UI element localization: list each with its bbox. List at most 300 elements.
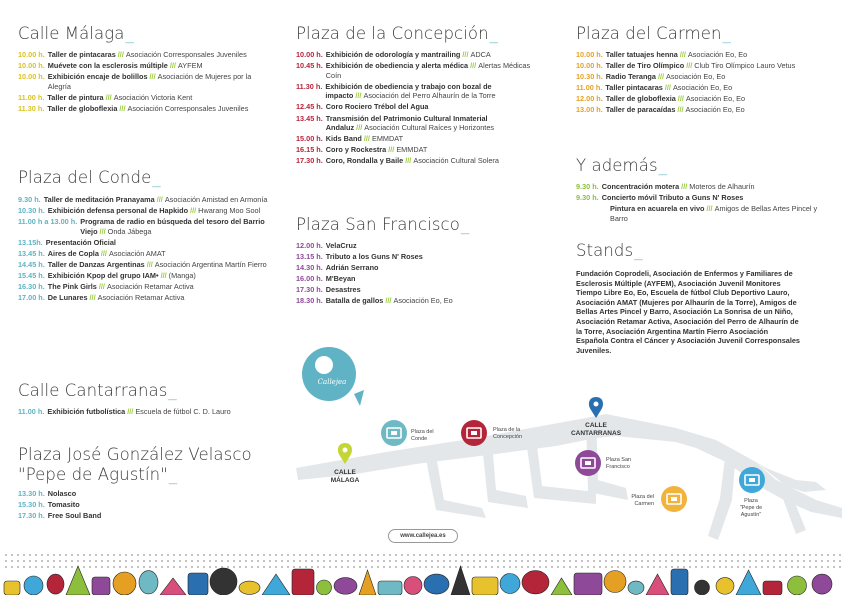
pattern-dot bbox=[317, 566, 319, 568]
event-time: 11.00 h. bbox=[18, 92, 45, 102]
pattern-dot bbox=[659, 560, 661, 562]
pattern-dot bbox=[89, 566, 91, 568]
pattern-dot bbox=[251, 566, 253, 568]
title-underscore: _ bbox=[489, 24, 499, 43]
event-row bbox=[18, 407, 270, 417]
pattern-dot bbox=[11, 554, 13, 556]
pattern-dot bbox=[395, 560, 397, 562]
decorative-object bbox=[4, 581, 20, 595]
pattern-dot bbox=[527, 566, 529, 568]
event-organizer: Asociación del Perro Alhaurín de la Torre bbox=[363, 91, 496, 101]
event-row bbox=[18, 195, 270, 205]
event-row bbox=[576, 105, 826, 115]
pattern-dot bbox=[623, 566, 625, 568]
marker-label: Agustín" bbox=[740, 512, 762, 518]
pattern-dot bbox=[653, 554, 655, 556]
event-time: 12.00 h. bbox=[576, 94, 603, 104]
pattern-dot bbox=[251, 554, 253, 556]
pattern-dot bbox=[593, 554, 595, 556]
pattern-dot bbox=[833, 554, 835, 556]
pattern-dot bbox=[71, 566, 73, 568]
decorative-object bbox=[239, 581, 260, 594]
pattern-dot bbox=[191, 560, 193, 562]
pattern-dot bbox=[731, 560, 733, 562]
pattern-dot bbox=[521, 554, 523, 556]
event-body bbox=[602, 182, 826, 192]
event-time: 15.00 h. bbox=[296, 134, 323, 144]
event-row bbox=[296, 145, 546, 155]
pattern-dot bbox=[89, 560, 91, 562]
event-time: 13.45 h. bbox=[296, 113, 323, 123]
pattern-dot bbox=[479, 566, 481, 568]
pattern-dot bbox=[353, 554, 355, 556]
event-body bbox=[48, 271, 270, 281]
separator: /// bbox=[89, 293, 96, 303]
pattern-dot bbox=[35, 560, 37, 562]
event-name: M'Beyan bbox=[325, 274, 356, 284]
pattern-dot bbox=[251, 560, 253, 562]
event-body bbox=[326, 156, 546, 166]
title-text: Plaza José González Velasco bbox=[18, 445, 252, 464]
pattern-dot bbox=[695, 566, 697, 568]
event-organizer: Asociación de Mujeres por la Alegría bbox=[47, 72, 252, 91]
pattern-dot bbox=[413, 554, 415, 556]
pattern-dot bbox=[323, 560, 325, 562]
pattern-dot bbox=[407, 554, 409, 556]
pattern-dot bbox=[365, 566, 367, 568]
event-body bbox=[48, 61, 270, 71]
section-title bbox=[18, 381, 270, 401]
pattern-dot bbox=[473, 566, 475, 568]
pattern-dot bbox=[293, 560, 295, 562]
pattern-dot bbox=[779, 560, 781, 562]
pattern-dot bbox=[167, 560, 169, 562]
event-row bbox=[18, 271, 270, 281]
section-plaza-san-francisco bbox=[296, 215, 546, 308]
event-body bbox=[605, 83, 826, 93]
decorative-object bbox=[139, 571, 158, 594]
event-name: Tributo a los Guns N' Roses bbox=[325, 252, 423, 262]
pattern-dot bbox=[533, 554, 535, 556]
decorative-object bbox=[736, 570, 761, 595]
pattern-dot bbox=[17, 566, 19, 568]
event-time: 13.00 h. bbox=[576, 105, 603, 115]
website-link[interactable]: www.callejea.es bbox=[388, 529, 458, 543]
pattern-dot bbox=[299, 554, 301, 556]
event-row bbox=[296, 134, 546, 144]
decorative-object bbox=[292, 569, 314, 595]
pattern-dot bbox=[77, 560, 79, 562]
pattern-dot bbox=[215, 554, 217, 556]
pattern-dot bbox=[827, 554, 829, 556]
pattern-dot bbox=[59, 560, 61, 562]
marker-label: Carmen bbox=[634, 501, 654, 507]
event-organizer: Moteros de Alhaurín bbox=[689, 182, 755, 191]
pattern-dot bbox=[719, 566, 721, 568]
pattern-dot bbox=[65, 554, 67, 556]
pattern-dot bbox=[797, 566, 799, 568]
pattern-dot bbox=[557, 566, 559, 568]
pattern-dot bbox=[557, 560, 559, 562]
pattern-dot bbox=[809, 560, 811, 562]
pattern-dot bbox=[95, 566, 97, 568]
pattern-dot bbox=[533, 566, 535, 568]
pattern-dot bbox=[119, 566, 121, 568]
pattern-dot bbox=[509, 560, 511, 562]
event-body bbox=[47, 104, 270, 114]
pattern-dot bbox=[695, 560, 697, 562]
separator: /// bbox=[388, 145, 395, 155]
event-name: Free Soul Band bbox=[47, 511, 102, 521]
pattern-dot bbox=[179, 560, 181, 562]
separator: /// bbox=[99, 226, 106, 236]
event-row bbox=[576, 193, 826, 203]
marker-label: "Pepe de bbox=[739, 505, 763, 511]
decorative-object bbox=[628, 581, 644, 594]
pattern-dot bbox=[461, 566, 463, 568]
event-organizer: EMMDAT bbox=[396, 145, 428, 155]
pattern-dot bbox=[737, 554, 739, 556]
pattern-dot bbox=[185, 560, 187, 562]
pattern-dot bbox=[371, 560, 373, 562]
pattern-dot bbox=[719, 554, 721, 556]
pattern-dot bbox=[155, 554, 157, 556]
pattern-dot bbox=[119, 560, 121, 562]
pattern-dot bbox=[209, 554, 211, 556]
event-name: Taller tatuajes henna bbox=[605, 50, 678, 59]
pattern-dot bbox=[641, 566, 643, 568]
pattern-dot bbox=[743, 566, 745, 568]
pattern-dot bbox=[407, 566, 409, 568]
separator: /// bbox=[190, 206, 197, 216]
event-organizer: AYFEM bbox=[177, 61, 203, 71]
event-time: 11.30 h. bbox=[18, 103, 45, 113]
pattern-dot bbox=[29, 554, 31, 556]
marker-carmen[interactable] bbox=[631, 486, 687, 512]
separator: /// bbox=[385, 296, 392, 306]
event-body bbox=[47, 93, 270, 103]
pattern-dot bbox=[785, 566, 787, 568]
pattern-dot bbox=[11, 566, 13, 568]
pattern-dot bbox=[689, 560, 691, 562]
pattern-dot bbox=[269, 560, 271, 562]
pattern-dot bbox=[839, 554, 841, 556]
event-organizer: EMMDAT bbox=[371, 134, 404, 144]
title-underscore: _ bbox=[460, 215, 470, 234]
pattern-dot bbox=[221, 560, 223, 562]
separator: /// bbox=[356, 123, 363, 133]
pattern-dot bbox=[197, 554, 199, 556]
event-body bbox=[610, 204, 826, 223]
marker-pepe-de-agustin[interactable] bbox=[739, 467, 765, 518]
separator: /// bbox=[105, 92, 112, 102]
pattern-dot bbox=[287, 560, 289, 562]
pattern-dot bbox=[53, 566, 55, 568]
pattern-dot bbox=[545, 560, 547, 562]
event-organizer: Asociación Eo, Eo bbox=[685, 94, 746, 104]
pattern-dot bbox=[83, 566, 85, 568]
pattern-dot bbox=[245, 560, 247, 562]
event-row bbox=[18, 489, 270, 499]
marker-label: Plaza del bbox=[631, 494, 654, 500]
event-body bbox=[48, 282, 270, 292]
pattern-dot bbox=[365, 554, 367, 556]
pattern-dot bbox=[761, 560, 763, 562]
pattern-dot bbox=[629, 560, 631, 562]
pattern-dot bbox=[107, 554, 109, 556]
pattern-dot bbox=[53, 560, 55, 562]
event-row bbox=[296, 61, 546, 80]
event-organizer: Asociación Corresponsales Juveniles bbox=[127, 103, 249, 113]
pattern-dot bbox=[473, 560, 475, 562]
pattern-dot bbox=[647, 554, 649, 556]
event-name: Coro y Rockestra bbox=[325, 145, 387, 155]
pattern-dot bbox=[569, 554, 571, 556]
event-name: Muévete con la esclerosis múltiple bbox=[47, 61, 168, 71]
separator: /// bbox=[149, 72, 156, 82]
event-name: Coro, Rondalla y Baile bbox=[325, 156, 404, 166]
pattern-dot bbox=[5, 566, 7, 568]
pattern-dot bbox=[761, 566, 763, 568]
pattern-dot bbox=[287, 566, 289, 568]
pattern-dot bbox=[455, 554, 457, 556]
decorative-object bbox=[404, 577, 422, 595]
pattern-dot bbox=[455, 566, 457, 568]
event-name: Pintura en acuarela en vivo bbox=[610, 204, 705, 214]
section-title bbox=[576, 24, 826, 44]
decorative-object bbox=[763, 581, 782, 595]
pattern-dot bbox=[773, 560, 775, 562]
event-body bbox=[606, 50, 826, 60]
pattern-dot bbox=[287, 554, 289, 556]
pattern-dot bbox=[269, 566, 271, 568]
event-organizer: Hwarang Moo Sool bbox=[198, 206, 261, 216]
section-title bbox=[296, 24, 546, 44]
event-body bbox=[48, 489, 270, 499]
event-body bbox=[326, 134, 546, 144]
pattern-dot bbox=[479, 554, 481, 556]
pattern-dot bbox=[497, 566, 499, 568]
pattern-dot bbox=[485, 566, 487, 568]
event-organizer: Asociación Eo, Eo bbox=[685, 105, 745, 115]
event-time: 16.30 h. bbox=[18, 282, 45, 292]
separator: /// bbox=[98, 282, 105, 292]
pattern-dot bbox=[323, 566, 325, 568]
pattern-dot bbox=[257, 566, 259, 568]
pattern-dot bbox=[233, 554, 235, 556]
pattern-dot bbox=[311, 566, 313, 568]
event-row bbox=[296, 114, 546, 133]
pattern-dot bbox=[119, 554, 121, 556]
event-name: Taller de globoflexia bbox=[47, 103, 118, 113]
pattern-dot bbox=[239, 554, 241, 556]
pattern-dot bbox=[539, 554, 541, 556]
pattern-dot bbox=[821, 566, 823, 568]
event-row bbox=[296, 274, 546, 284]
pattern-dot bbox=[275, 554, 277, 556]
pattern-dot bbox=[647, 566, 649, 568]
pattern-dot bbox=[671, 554, 673, 556]
event-time: 11.00 h a 13.00 h. bbox=[18, 217, 78, 227]
pattern-dot bbox=[431, 560, 433, 562]
event-body bbox=[48, 249, 270, 259]
event-time: 10.30 h. bbox=[18, 206, 45, 216]
section-title bbox=[18, 24, 270, 44]
event-row bbox=[18, 511, 270, 521]
event-name: Coro Rociero Trébol del Agua bbox=[325, 102, 429, 112]
pattern-dot bbox=[365, 560, 367, 562]
event-organizer: Asociación Retamar Activa bbox=[106, 282, 194, 292]
pattern-dot bbox=[269, 554, 271, 556]
pattern-dot bbox=[467, 554, 469, 556]
pattern-dot bbox=[551, 566, 553, 568]
pattern-dot bbox=[467, 566, 469, 568]
pattern-dot bbox=[641, 554, 643, 556]
event-row bbox=[296, 296, 546, 306]
event-body bbox=[326, 50, 546, 60]
pattern-dot bbox=[101, 560, 103, 562]
pattern-dot bbox=[743, 560, 745, 562]
pattern-dot bbox=[329, 560, 331, 562]
event-row bbox=[18, 260, 270, 270]
pattern-dot bbox=[131, 554, 133, 556]
event-body bbox=[48, 72, 270, 91]
pattern-dot bbox=[155, 560, 157, 562]
pattern-dot bbox=[59, 554, 61, 556]
decorative-object bbox=[472, 577, 498, 595]
pattern-dot bbox=[437, 566, 439, 568]
event-organizer: Asociación Argentina Martín Fierro bbox=[154, 260, 267, 270]
event-body bbox=[44, 195, 270, 205]
separator: /// bbox=[363, 134, 370, 144]
title-text: Y además bbox=[576, 156, 658, 175]
event-time: 9.30 h. bbox=[18, 195, 41, 204]
event-name: Programa de radio en búsqueda del tesoro del Barrio Viejo bbox=[80, 217, 265, 236]
marker-label: Francisco bbox=[606, 464, 630, 470]
event-map bbox=[296, 340, 842, 550]
decorative-object bbox=[500, 574, 520, 594]
pattern-dot bbox=[635, 554, 637, 556]
pattern-dot bbox=[215, 560, 217, 562]
separator: /// bbox=[677, 94, 684, 104]
pattern-dot bbox=[617, 554, 619, 556]
pattern-dot bbox=[605, 566, 607, 568]
pattern-dot bbox=[311, 560, 313, 562]
event-organizer: Asociación Eo, Eo bbox=[672, 83, 733, 93]
pattern-dot bbox=[419, 554, 421, 556]
pattern-dot bbox=[731, 554, 733, 556]
event-time: 10.45 h. bbox=[296, 61, 323, 71]
pattern-dot bbox=[665, 560, 667, 562]
title-underscore: _ bbox=[634, 241, 643, 260]
pattern-dot bbox=[335, 560, 337, 562]
pattern-dot bbox=[665, 566, 667, 568]
pattern-dot bbox=[395, 554, 397, 556]
pattern-dot bbox=[467, 560, 469, 562]
pattern-dot bbox=[791, 566, 793, 568]
event-time: 11.00 h. bbox=[18, 407, 45, 416]
pattern-dot bbox=[407, 560, 409, 562]
pattern-dot bbox=[173, 566, 175, 568]
pattern-dot bbox=[809, 554, 811, 556]
callejea-logo bbox=[302, 347, 364, 406]
pattern-dot bbox=[581, 554, 583, 556]
event-name: Taller de globoflexia bbox=[605, 94, 676, 104]
event-name: Taller de pintura bbox=[47, 92, 104, 102]
event-name: Taller de pintacaras bbox=[47, 50, 116, 59]
pattern-dot bbox=[353, 566, 355, 568]
pattern-dot bbox=[725, 560, 727, 562]
marker-label: Concepción bbox=[493, 434, 523, 440]
pattern-dot bbox=[335, 566, 337, 568]
pattern-dot bbox=[737, 566, 739, 568]
event-list bbox=[576, 50, 826, 115]
pattern-dot bbox=[167, 566, 169, 568]
pattern-dot bbox=[779, 554, 781, 556]
pattern-dot bbox=[143, 566, 145, 568]
marker-san-francisco[interactable] bbox=[575, 450, 631, 476]
pattern-dot bbox=[305, 554, 307, 556]
section-title bbox=[576, 156, 826, 176]
event-body bbox=[48, 260, 270, 270]
pattern-dot bbox=[743, 554, 745, 556]
pattern-dot bbox=[5, 560, 7, 562]
pattern-dot bbox=[449, 566, 451, 568]
pattern-dot bbox=[701, 554, 703, 556]
pattern-dot bbox=[383, 566, 385, 568]
event-name: Kids Band bbox=[325, 134, 362, 144]
pattern-dot bbox=[377, 566, 379, 568]
separator: /// bbox=[657, 72, 665, 82]
pattern-dot bbox=[137, 560, 139, 562]
pattern-dot bbox=[113, 566, 115, 568]
pattern-dot bbox=[305, 560, 307, 562]
pattern-dot bbox=[329, 554, 331, 556]
event-time: 13.15h. bbox=[18, 237, 43, 247]
pattern-dot bbox=[425, 560, 427, 562]
pattern-dot bbox=[767, 560, 769, 562]
pattern-dot bbox=[17, 560, 19, 562]
separator: /// bbox=[462, 50, 469, 59]
event-row bbox=[18, 217, 270, 236]
pattern-dot bbox=[791, 554, 793, 556]
logo-text: Callejea bbox=[317, 378, 347, 386]
pattern-dot bbox=[527, 554, 529, 556]
pattern-dot bbox=[191, 566, 193, 568]
pattern-dot bbox=[41, 560, 43, 562]
dot-pattern bbox=[5, 554, 841, 568]
decorative-object bbox=[378, 581, 402, 595]
event-body bbox=[48, 511, 270, 521]
event-name: VelaCruz bbox=[325, 241, 357, 250]
pattern-dot bbox=[575, 560, 577, 562]
pattern-dot bbox=[509, 554, 511, 556]
event-time: 9.30 h. bbox=[576, 182, 599, 191]
event-name: Concierto móvil Tributo a Guns N' Roses bbox=[601, 193, 744, 203]
title-text: Calle Cantarranas bbox=[18, 381, 168, 400]
event-organizer: Asociación Retamar Activa bbox=[97, 293, 185, 303]
pattern-dot bbox=[71, 560, 73, 562]
pattern-dot bbox=[47, 566, 49, 568]
separator: /// bbox=[664, 83, 671, 93]
pattern-dot bbox=[371, 554, 373, 556]
pattern-dot bbox=[593, 560, 595, 562]
marker-conde[interactable] bbox=[381, 420, 434, 446]
marker-label: Plaza del bbox=[411, 429, 434, 435]
event-time: 17.00 h. bbox=[18, 293, 45, 303]
pattern-dot bbox=[779, 566, 781, 568]
pattern-dot bbox=[767, 554, 769, 556]
